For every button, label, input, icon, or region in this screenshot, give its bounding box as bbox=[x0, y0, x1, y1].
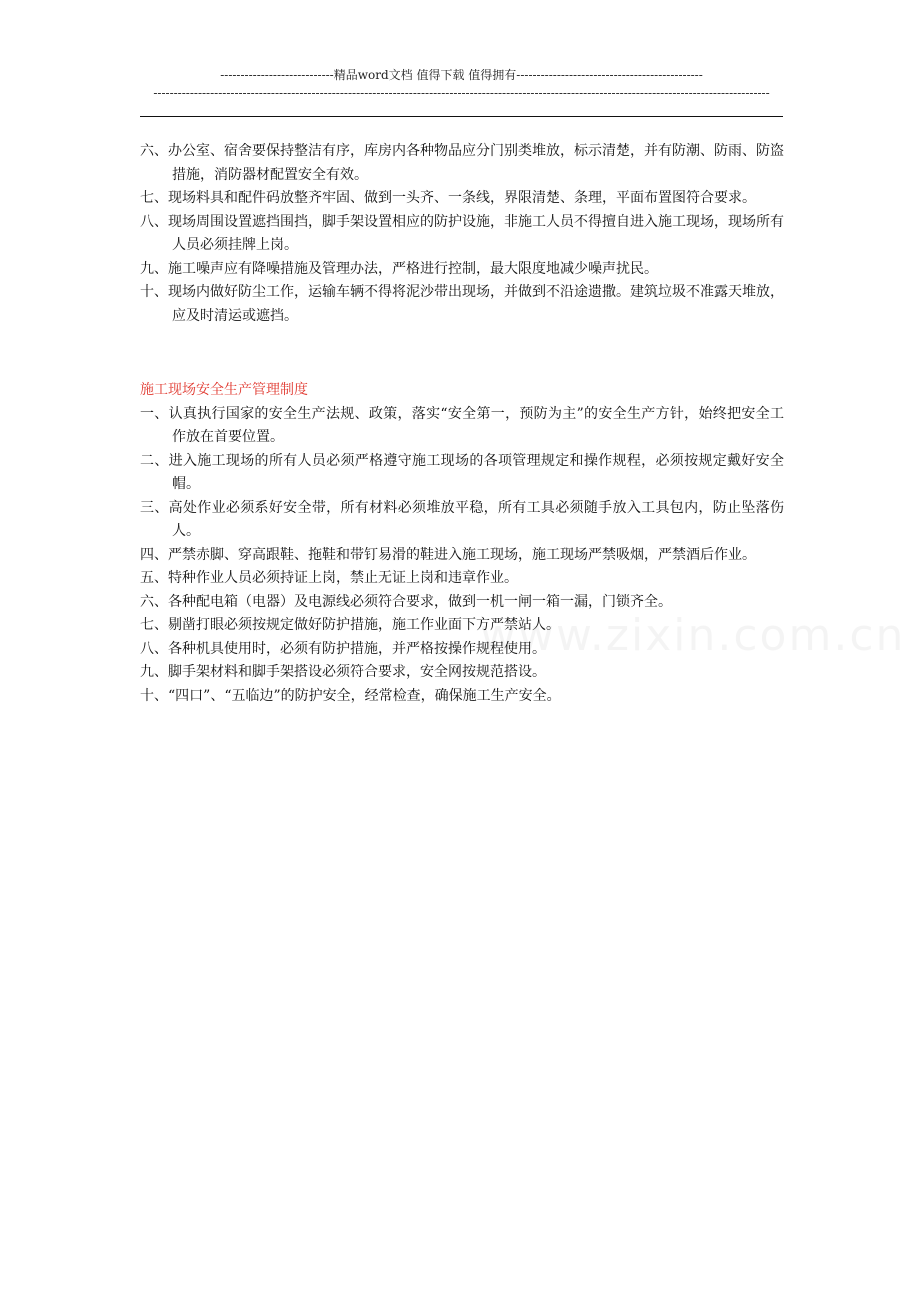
header-dash-line: -------------------------------------------------------------------------------------------------------------------------------------------------------- bbox=[153, 86, 770, 100]
list-item: 七、剔凿打眼必须按规定做好防护措施，施工作业面下方严禁站人。 bbox=[140, 617, 560, 633]
list-item: 六、办公室、宿舍要保持整洁有序，库房内各种物品应分门别类堆放，标示清楚，并有防潮、防雨、防盗措施，消防器材配置安全有效。 bbox=[140, 143, 784, 183]
list-item: 四、严禁赤脚、穿高跟鞋、拖鞋和带钉易滑的鞋进入施工现场，施工现场严禁吸烟，严禁酒后作业。 bbox=[140, 546, 756, 563]
header-rule bbox=[140, 116, 783, 117]
list-item: 一、认真执行国家的安全生产法规、政策，落实“安全第一，预防为主”的安全生产方针，始终把安全工作放在首要位置。 bbox=[140, 405, 784, 445]
list-item: 九、施工噪声应有降噪措施及管理办法，严格进行控制，最大限度地减少噪声扰民。 bbox=[140, 260, 658, 277]
header-title-line: ----------------------------精品word文档 值得下载 值得拥有---------------------------------------------- bbox=[220, 68, 703, 82]
list-item: 十、现场内做好防尘工作，运输车辆不得将泥沙带出现场，并做到不沿途遗撒。建筑垃圾不准露天堆放，应及时清运或遮挡。 bbox=[140, 284, 784, 324]
list-item: 三、高处作业必须系好安全带，所有材料必须堆放平稳，所有工具必须随手放入工具包内，防止坠落伤人。 bbox=[140, 499, 784, 539]
list-item: 六、各种配电箱（电器）及电源线必须符合要求，做到一机一闸一箱一漏，门锁齐全。 bbox=[140, 593, 672, 610]
list-item: 七、现场料具和配件码放整齐牢固、做到一头齐、一条线，界限清楚、条理，平面布置图符合要求。 bbox=[140, 190, 756, 206]
list-item: 九、脚手架材料和脚手架搭设必须符合要求，安全网按规范搭设。 bbox=[140, 664, 546, 680]
list-item: 二、进入施工现场的所有人员必须严格遵守施工现场的各项管理规定和操作规程，必须按规定戴好安全帽。 bbox=[140, 452, 784, 492]
list-item: 八、各种机具使用时，必须有防护措施，并严格按操作规程使用。 bbox=[140, 640, 546, 657]
list-item: 十、“四口”、“五临边”的防护安全，经常检查，确保施工生产安全。 bbox=[140, 687, 561, 704]
list-item: 八、现场周围设置遮挡围挡，脚手架设置相应的防护设施，非施工人员不得擅自进入施工现场，现场所有人员必须挂牌上岗。 bbox=[140, 213, 784, 253]
page-header bbox=[140, 66, 783, 102]
site-management-list bbox=[140, 140, 784, 328]
list-item: 五、特种作业人员必须持证上岗，禁止无证上岗和违章作业。 bbox=[140, 570, 518, 586]
section-title: 施工现场安全生产管理制度 bbox=[140, 382, 308, 398]
safety-rules-section bbox=[140, 379, 784, 708]
